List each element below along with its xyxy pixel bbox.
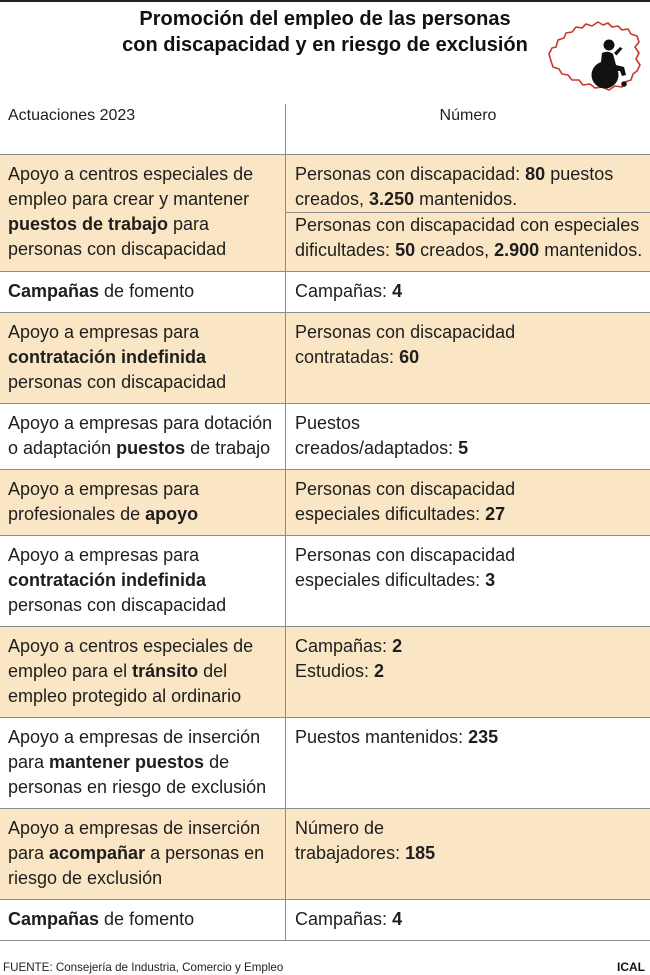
text-segment: mantenidos.	[539, 240, 643, 260]
number-value	[286, 725, 650, 750]
bold-text: Campañas	[8, 281, 100, 301]
text-segment: personas con discapacidad	[8, 595, 227, 615]
text-segment: del empleo protegido al ordinario	[8, 661, 242, 706]
bold-text: 50	[395, 240, 416, 260]
table-body	[0, 154, 650, 941]
bold-text: 2	[374, 661, 385, 681]
number-cell	[286, 627, 650, 717]
top-rule	[0, 0, 650, 2]
bold-text: 4	[392, 281, 403, 301]
bold-text: 4	[392, 909, 403, 929]
number-cell	[286, 470, 650, 535]
bold-text: 3	[485, 570, 496, 590]
text-segment: Campañas:	[295, 909, 393, 929]
text-segment: Apoyo a empresas para dotación o adaptación	[8, 413, 273, 458]
number-value	[286, 477, 650, 527]
text-segment: Campañas:	[295, 281, 393, 301]
table-row	[0, 154, 650, 271]
text-segment: a personas en riesgo de exclusión	[8, 843, 265, 888]
number-value	[286, 907, 650, 932]
actions-table	[0, 104, 650, 941]
text-segment: Apoyo a empresas para	[8, 322, 200, 342]
number-cell	[286, 155, 650, 271]
action-cell	[0, 809, 286, 899]
header-number: Número	[439, 107, 497, 124]
number-value	[286, 634, 650, 684]
table-row	[0, 626, 650, 717]
text-segment: Campañas:	[295, 636, 393, 656]
bold-text: 2	[392, 636, 403, 656]
number-value	[286, 816, 650, 866]
table-row	[0, 717, 650, 808]
text-segment: personas con discapacidad	[8, 372, 227, 392]
number-cell	[286, 313, 650, 403]
bold-text: acompañar	[49, 843, 146, 863]
text-segment: Personas con discapacidad especiales dificultades:	[295, 545, 516, 590]
table-row	[0, 312, 650, 403]
bold-text: Campañas	[8, 909, 100, 929]
bold-text: contratación indefinida	[8, 347, 207, 367]
bold-text: 2.900	[494, 240, 540, 260]
text-segment: Puestos creados/adaptados:	[295, 413, 454, 458]
table-row	[0, 808, 650, 899]
bold-text: puestos	[116, 438, 186, 458]
bold-text: 80	[525, 164, 546, 184]
header-actions: Actuaciones 2023	[0, 104, 286, 154]
text-segment: puestos creados,	[295, 164, 614, 209]
number-cell	[286, 900, 650, 940]
text-segment: Apoyo a centros especiales de empleo para crear y mantener	[8, 164, 254, 209]
action-cell	[0, 313, 286, 403]
bold-text: mantener puestos	[49, 752, 205, 772]
number-cell	[286, 536, 650, 626]
text-segment: Apoyo a centros especiales de empleo para el	[8, 636, 254, 681]
bold-text: 5	[458, 438, 469, 458]
bold-text: 60	[399, 347, 420, 367]
action-cell	[0, 470, 286, 535]
text-segment: Estudios:	[295, 661, 370, 681]
text-segment: de fomento	[99, 281, 195, 301]
logo	[545, 18, 645, 92]
number-value	[286, 543, 650, 593]
table-header	[0, 104, 650, 154]
bold-text: 3.250	[369, 189, 415, 209]
text-segment: Personas con discapacidad con especiales dificultades:	[295, 215, 640, 260]
text-segment: de fomento	[99, 909, 195, 929]
action-cell	[0, 155, 286, 271]
number-cell	[286, 404, 650, 469]
text-segment: Apoyo a empresas para profesionales de	[8, 479, 200, 524]
action-cell	[0, 718, 286, 808]
title-line-1: Promoción del empleo de las personas	[139, 8, 511, 30]
action-cell	[0, 404, 286, 469]
action-cell	[0, 900, 286, 940]
title-line-2: con discapacidad y en riesgo de exclusión	[122, 34, 528, 56]
table-row	[0, 403, 650, 469]
text-segment: Personas con discapacidad contratadas:	[295, 322, 516, 367]
bold-text: apoyo	[145, 504, 199, 524]
number-value	[286, 411, 650, 461]
text-segment: Personas con discapacidad:	[295, 164, 526, 184]
action-cell	[0, 627, 286, 717]
source-credit: FUENTE: Consejería de Industria, Comercio y Empleo	[3, 961, 284, 974]
number-cell	[286, 272, 650, 312]
number-value	[286, 320, 650, 370]
bold-text: puestos de trabajo	[8, 214, 169, 234]
bold-text: contratación indefinida	[8, 570, 207, 590]
table-row	[0, 271, 650, 312]
action-cell	[0, 272, 286, 312]
text-segment: mantenidos.	[414, 189, 518, 209]
table-row	[0, 535, 650, 626]
number-value	[286, 279, 650, 304]
text-segment: Personas con discapacidad especiales dificultades:	[295, 479, 516, 524]
bold-text: 27	[485, 504, 506, 524]
text-segment: para personas con discapacidad	[8, 214, 227, 259]
table-row	[0, 899, 650, 940]
text-segment: de personas en riesgo de exclusión	[8, 752, 267, 797]
action-cell	[0, 536, 286, 626]
agency-credit: ICAL	[617, 960, 645, 974]
number-value	[286, 162, 650, 212]
number-cell	[286, 809, 650, 899]
number-value	[286, 212, 650, 263]
text-segment: de trabajo	[185, 438, 271, 458]
table-row	[0, 469, 650, 535]
bold-text: 185	[405, 843, 436, 863]
text-segment: Número de trabajadores:	[295, 818, 401, 863]
number-cell	[286, 718, 650, 808]
text-segment: Apoyo a empresas de inserción para	[8, 818, 261, 863]
text-segment: Apoyo a empresas de inserción para	[8, 727, 261, 772]
text-segment: Puestos mantenidos:	[295, 727, 469, 747]
text-segment: Apoyo a empresas para	[8, 545, 200, 565]
bold-text: tránsito	[132, 661, 199, 681]
bold-text: 235	[468, 727, 499, 747]
text-segment: creados,	[415, 240, 495, 260]
